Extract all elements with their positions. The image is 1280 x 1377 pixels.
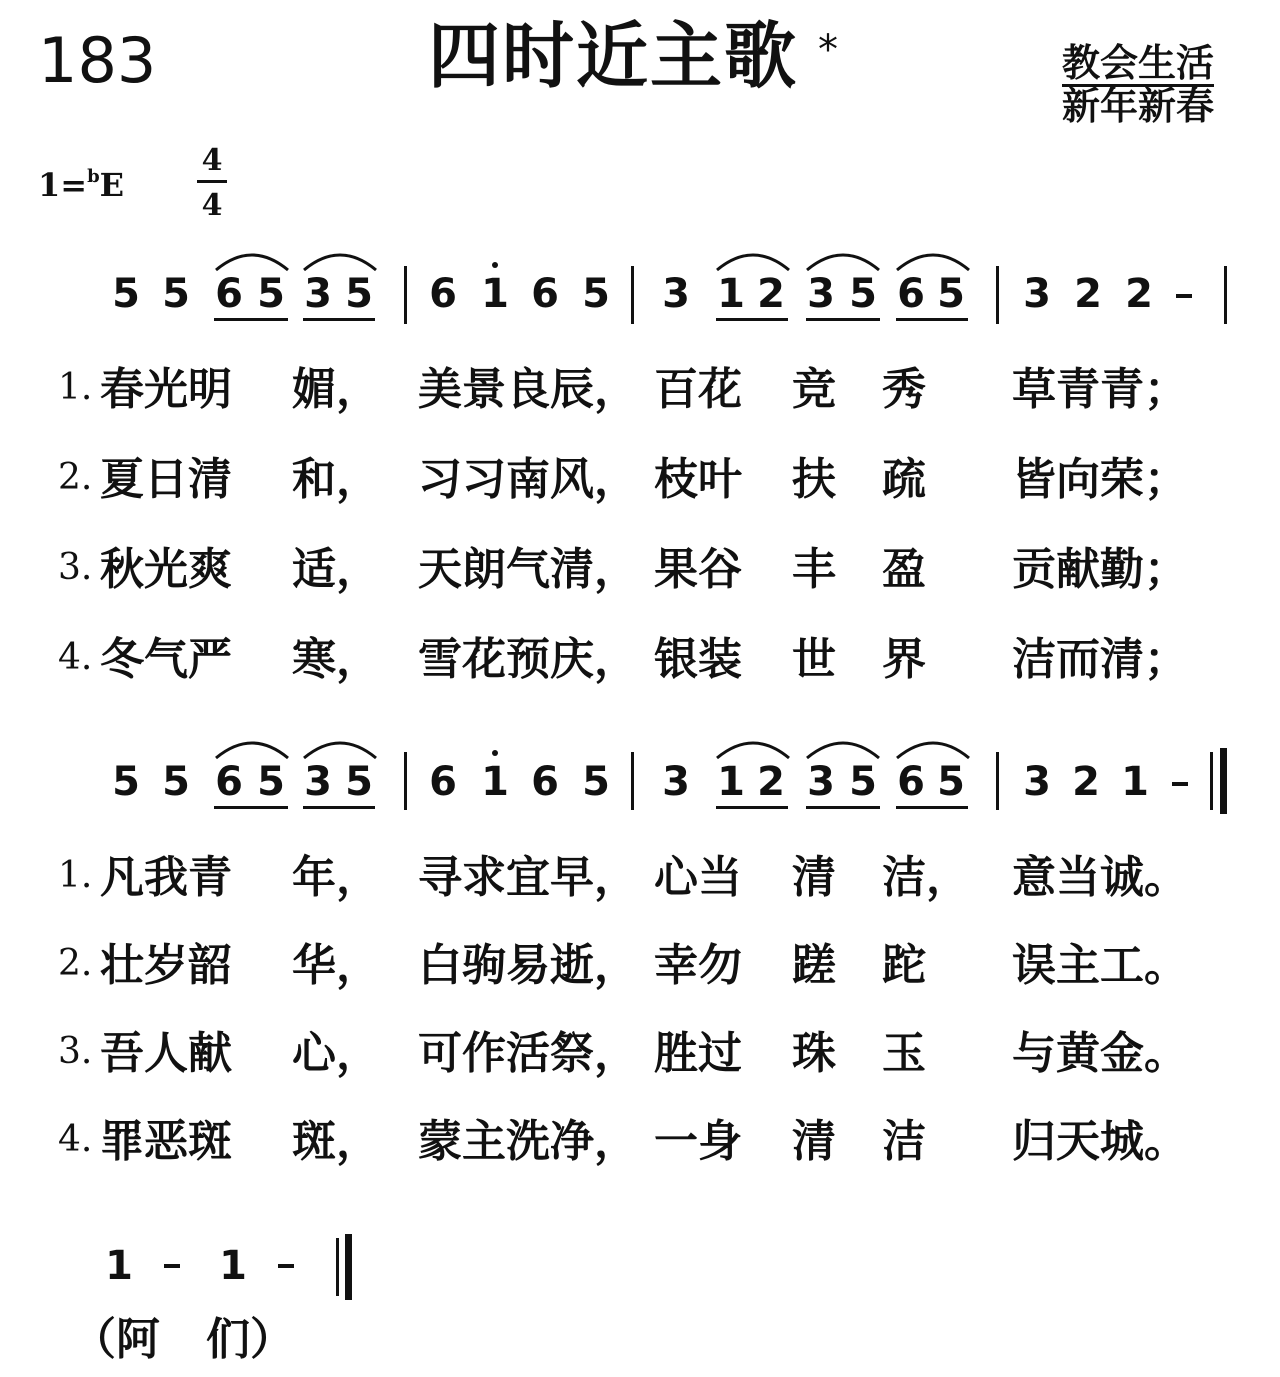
note: 5 <box>112 759 140 805</box>
lyric-word: 秋光爽 <box>100 544 232 595</box>
note: 5 <box>112 271 140 317</box>
note: 5 <box>937 759 965 805</box>
slur-mark <box>713 244 793 274</box>
lyric-word: 清 <box>792 1116 836 1167</box>
note: 1 <box>481 271 509 317</box>
lyric-word: 玉 <box>882 1028 926 1079</box>
note: 2 <box>757 759 785 805</box>
final-bar-line <box>1220 748 1227 814</box>
bar-line <box>336 1238 339 1296</box>
note: 5 <box>582 759 610 805</box>
bar-line <box>404 752 407 810</box>
eighth-underline <box>214 318 288 321</box>
note: 6 <box>531 271 559 317</box>
note: 5 <box>849 759 877 805</box>
flat-sign: b <box>87 166 100 187</box>
note: 1 <box>481 759 509 805</box>
lyric-word: 雪花预庆， <box>418 634 638 685</box>
lyric-word: 秀 <box>882 364 926 415</box>
lyric-word: 丰 <box>792 544 836 595</box>
note: 3 <box>807 759 835 805</box>
note: 6 <box>897 759 925 805</box>
lyric-word: 草青青； <box>1012 364 1188 415</box>
note: 5 <box>345 271 373 317</box>
lyric-word: 珠 <box>792 1028 836 1079</box>
note: 5 <box>162 271 190 317</box>
lyric-word: 夏日清 <box>100 454 232 505</box>
lyric-word: 凡我青 <box>100 852 232 903</box>
amen-lyric-open: （阿 <box>72 1314 160 1365</box>
category-line-2: 新年新春 <box>1062 83 1215 128</box>
lyric-word: 白驹易逝， <box>418 940 638 991</box>
verse-number: 1. <box>58 367 93 408</box>
lyric-word: 疏 <box>882 454 926 505</box>
bar-line <box>1210 752 1213 810</box>
lyric-word: 果谷 <box>654 544 742 595</box>
note: 3 <box>662 759 690 805</box>
lyric-word: 和， <box>292 454 380 505</box>
lyric-word: 清 <box>792 852 836 903</box>
lyric-word: 皆向荣； <box>1012 454 1188 505</box>
verse-number: 4. <box>58 1119 93 1160</box>
lyric-word: 春光明 <box>100 364 232 415</box>
lyric-word: 美景良辰， <box>418 364 638 415</box>
eighth-underline <box>214 806 288 809</box>
note: 5 <box>257 759 285 805</box>
lyric-word: 胜过 <box>654 1028 742 1079</box>
bar-line <box>631 752 634 810</box>
lyric-word: 寒， <box>292 634 380 685</box>
bar-line <box>1224 266 1227 324</box>
eighth-underline <box>896 806 968 809</box>
duration-dash <box>278 1264 294 1268</box>
lyric-word: 盈 <box>882 544 926 595</box>
lyric-word: 与黄金。 <box>1012 1028 1188 1079</box>
note: 6 <box>215 271 243 317</box>
eighth-underline <box>716 318 788 321</box>
note: 1 <box>105 1243 133 1289</box>
duration-dash <box>1176 294 1192 298</box>
lyric-word: 枝叶 <box>654 454 742 505</box>
note: 6 <box>429 759 457 805</box>
note: 3 <box>1023 759 1051 805</box>
lyric-word: 心当 <box>654 852 742 903</box>
note: 5 <box>345 759 373 805</box>
time-signature-numerator: 4 <box>197 146 227 183</box>
time-signature-denominator: 4 <box>201 188 223 223</box>
slur-mark <box>893 732 973 762</box>
lyric-word: 归天城。 <box>1012 1116 1188 1167</box>
lyric-word: 洁， <box>882 852 970 903</box>
high-octave-dot <box>492 262 498 268</box>
verse-number: 2. <box>58 943 93 984</box>
title-footnote-mark: * <box>818 27 838 73</box>
bar-line <box>996 752 999 810</box>
lyric-word: 洁而清； <box>1012 634 1188 685</box>
duration-dash <box>1172 782 1188 786</box>
lyric-word: 洁 <box>882 1116 926 1167</box>
slur-mark <box>212 244 292 274</box>
slur-mark <box>300 244 380 274</box>
note: 2 <box>757 271 785 317</box>
eighth-underline <box>806 318 880 321</box>
lyric-word: 媚， <box>292 364 380 415</box>
slur-mark <box>893 244 973 274</box>
lyric-word: 世 <box>792 634 836 685</box>
verse-number: 1. <box>58 855 93 896</box>
category-line-1: 教会生活 <box>1062 41 1215 85</box>
lyric-word: 冬气严 <box>100 634 232 685</box>
lyric-word: 斑， <box>292 1116 380 1167</box>
key-prefix: 1= <box>38 166 88 204</box>
note: 6 <box>531 759 559 805</box>
lyric-word: 习习南风， <box>418 454 638 505</box>
high-octave-dot <box>492 750 498 756</box>
bar-line <box>996 266 999 324</box>
note: 6 <box>215 759 243 805</box>
lyric-word: 百花 <box>654 364 742 415</box>
note: 6 <box>429 271 457 317</box>
bar-line <box>404 266 407 324</box>
lyric-word: 一身 <box>654 1116 742 1167</box>
note: 6 <box>897 271 925 317</box>
eighth-underline <box>303 318 375 321</box>
lyric-word: 蒙主洗净， <box>418 1116 638 1167</box>
lyric-word: 吾人献 <box>100 1028 232 1079</box>
amen-lyric-close: 们） <box>206 1314 294 1365</box>
lyric-word: 跎 <box>882 940 926 991</box>
slur-mark <box>713 732 793 762</box>
verse-number: 2. <box>58 457 93 498</box>
note: 5 <box>937 271 965 317</box>
lyric-word: 银装 <box>654 634 742 685</box>
hymn-title: 四时近主歌 <box>428 14 799 98</box>
note: 5 <box>582 271 610 317</box>
verse-number: 3. <box>58 1031 93 1072</box>
lyric-word: 可作活祭， <box>418 1028 638 1079</box>
key-letter: E <box>99 166 125 204</box>
lyric-word: 误主工。 <box>1012 940 1188 991</box>
note: 5 <box>257 271 285 317</box>
lyric-word: 竞 <box>792 364 836 415</box>
note: 3 <box>304 759 332 805</box>
slur-mark <box>300 732 380 762</box>
eighth-underline <box>303 806 375 809</box>
note: 5 <box>849 271 877 317</box>
verse-number: 3. <box>58 547 93 588</box>
note: 2 <box>1074 271 1102 317</box>
lyric-word: 适， <box>292 544 380 595</box>
hymn-number: 183 <box>38 24 157 97</box>
slur-mark <box>803 732 883 762</box>
lyric-word: 意当诚。 <box>1012 852 1188 903</box>
time-signature <box>197 143 227 223</box>
note: 2 <box>1072 759 1100 805</box>
note: 1 <box>717 271 745 317</box>
slur-mark <box>803 244 883 274</box>
duration-dash <box>164 1264 180 1268</box>
lyric-word: 华， <box>292 940 380 991</box>
note: 3 <box>662 271 690 317</box>
eighth-underline <box>806 806 880 809</box>
slur-mark <box>212 732 292 762</box>
lyric-word: 壮岁韶 <box>100 940 232 991</box>
lyric-word: 年， <box>292 852 380 903</box>
hymn-category <box>1062 41 1215 128</box>
note: 3 <box>304 271 332 317</box>
final-bar-line <box>345 1234 352 1300</box>
verse-number: 4. <box>58 637 93 678</box>
note: 2 <box>1125 271 1153 317</box>
note: 3 <box>807 271 835 317</box>
lyric-word: 罪恶斑 <box>100 1116 232 1167</box>
note: 1 <box>1121 759 1149 805</box>
lyric-word: 界 <box>882 634 926 685</box>
lyric-word: 心， <box>292 1028 380 1079</box>
key-signature <box>38 166 125 204</box>
eighth-underline <box>716 806 788 809</box>
lyric-word: 天朗气清， <box>418 544 638 595</box>
lyric-word: 幸勿 <box>654 940 742 991</box>
note: 5 <box>162 759 190 805</box>
note: 3 <box>1023 271 1051 317</box>
lyric-word: 寻求宜早， <box>418 852 638 903</box>
lyric-word: 扶 <box>792 454 836 505</box>
lyric-word: 蹉 <box>792 940 836 991</box>
lyric-word: 贡献勤； <box>1012 544 1188 595</box>
bar-line <box>631 266 634 324</box>
note: 1 <box>717 759 745 805</box>
eighth-underline <box>896 318 968 321</box>
note: 1 <box>219 1243 247 1289</box>
